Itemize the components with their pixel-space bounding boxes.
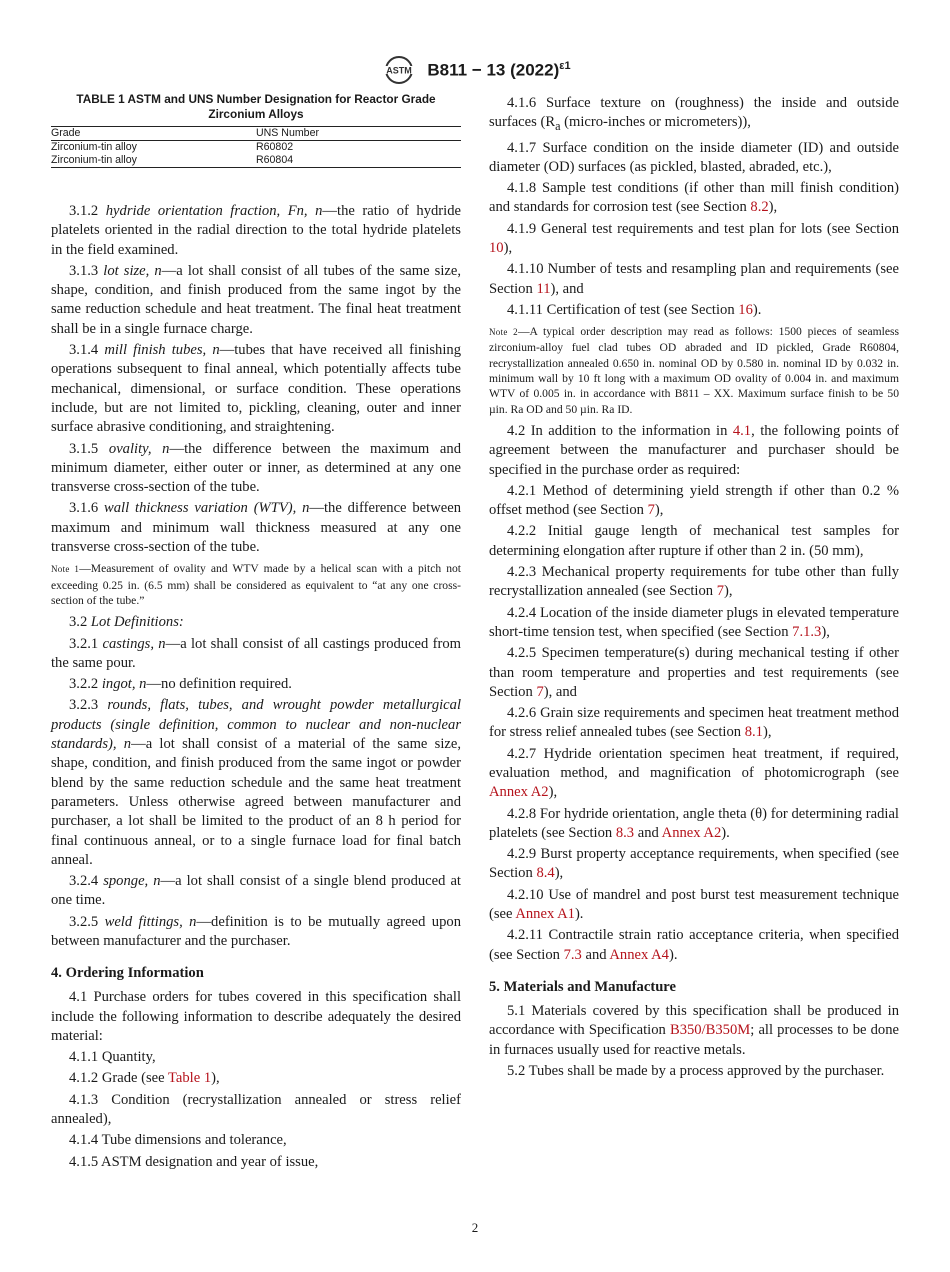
link-b350[interactable]: B350/B350M — [669, 1022, 751, 1039]
para-4-1-11: 4.1.11 Certification of test (see Section 16). — [507, 301, 762, 318]
link-table-1[interactable]: Table 1 — [168, 1070, 212, 1087]
para-4-2-7: 4.2.7 Hydride orientation specimen heat treatment, if required, evaluation method, and magnification of photomicrograph (see Annex A2), — [489, 745, 899, 801]
link-section-8-3[interactable]: 8.3 — [615, 824, 635, 841]
para-3-1-4: 3.1.4 mill finish tubes, n—tubes that have received all finishing operations subsequent to final anneal, which potentially affects tube mechanical, dimensional, or surface condition. These operations include, but are not limited to, pickling, cleaning, outer and inner surface abrasive conditioning, and straightening. — [51, 342, 462, 436]
table-header-uns: UNS Number — [256, 127, 461, 141]
para-4-2-11: 4.2.11 Contractile strain ratio acceptance criteria, when specified (see Section 7.3 and Annex A4). — [489, 927, 899, 963]
link-section-7-3[interactable]: 7.3 — [563, 946, 582, 963]
page-header — [0, 55, 950, 85]
link-annex-a2[interactable]: Annex A2 — [489, 784, 549, 801]
para-4-2: 4.2 In addition to the information in 4.1, the following points of agreement between the manufacturer and purchaser should be specified in the purchase order as required: — [489, 422, 899, 478]
para-4-2-3: 4.2.3 Mechanical property requirements for tube other than fully recrystallization annealed (see Section 7), — [489, 564, 899, 600]
para-4-1-2: 4.1.2 Grade (see Table 1), — [69, 1070, 220, 1087]
para-4-2-2: 4.2.2 Initial gauge length of mechanical test samples for determining elongation after rupture if other than 2 in. (50 mm), — [489, 523, 899, 559]
para-3-2-2: 3.2.2 ingot, n—no definition required. — [69, 676, 292, 693]
link-section-4-1[interactable]: 4.1 — [732, 422, 752, 439]
astm-logo — [379, 55, 419, 85]
para-3-1-5: 3.1.5 ovality, n—the difference between the maximum and minimum diameter, either outer or inner, as determined at any one transverse cross-section of the tube. — [51, 440, 461, 496]
svg-text:ASTM: ASTM — [386, 65, 413, 76]
table-1 — [51, 126, 461, 168]
para-4-2-9: 4.2.9 Burst property acceptance requirements, when specified (see Section 8.4), — [489, 846, 899, 882]
para-4-1-7: 4.1.7 Surface condition on the inside diameter (ID) and outside diameter (OD) surfaces (as pickled, blasted, abraded, etc.), — [489, 139, 899, 175]
table-header-grade: Grade — [51, 127, 256, 141]
para-3-1-6: 3.1.6 wall thickness variation (WTV), n—the difference between maximum and minimum wall thickness measured at any one transverse cross-section of the tube. — [51, 500, 461, 556]
link-section-10[interactable]: 10 — [489, 239, 504, 256]
para-5-1: 5.1 Materials covered by this specification shall be produced in accordance with Specification B350/B350M; all processes to be done in furnaces usually used for reactive metals. — [489, 1002, 899, 1058]
para-4-1-1: 4.1.1 Quantity, — [69, 1049, 156, 1066]
section-5-heading: 5. Materials and Manufacture — [489, 978, 676, 995]
table-1-title: TABLE 1 ASTM and UNS Number Designation for Reactor Grade Zirconium Alloys — [76, 92, 436, 121]
para-4-2-6: 4.2.6 Grain size requirements and specimen heat treatment method for stress relief annealed tubes (see Section 8.1), — [489, 705, 899, 741]
link-section-7[interactable]: 7 — [647, 502, 655, 519]
para-3-1-2: 3.1.2 hydride orientation fraction, Fn, n—the ratio of hydride platelets oriented in the radial direction to the total hydride platelets in the field examined. — [51, 203, 461, 258]
para-4-1-3: 4.1.3 Condition (recrystallization annealed or stress relief annealed), — [51, 1091, 461, 1128]
para-4-1-10: 4.1.10 Number of tests and resampling plan and requirements (see Section 11), and — [489, 261, 899, 297]
note-2: Note 2—A typical order description may read as follows: 1500 pieces of seamless zirconium-alloy fuel clad tubes OD abraded and ID pickled, Grade R60804, recrystallization annealed 0.650 in. nominal OD by 0.580 in. nominal ID by 0.032 in. minimum wall by 10 ft long with a maximum OD ovality of 0.004 in. and maximum WTV of 0.005 in. in accordance with B811 – XX. Maximum surface finish to be 50 µin. Ra OD and 50 µin. Ra ID. — [489, 325, 899, 416]
para-4-1: 4.1 Purchase orders for tubes covered in this specification shall include the following information to describe adequately the desired material: — [51, 989, 461, 1044]
para-4-2-4: 4.2.4 Location of the inside diameter plugs in elevated temperature short-time tension test, when specified (see Section 7.1.3), — [489, 604, 899, 640]
link-section-8-4[interactable]: 8.4 — [536, 865, 555, 882]
para-3-2-3: 3.2.3 rounds, flats, tubes, and wrought powder metallurgical products (single definition, common to nuclear and non-nuclear standards), n—a lot shall consist of a material of the same size, shape, condition, and finish produced from the same ingot or powder blend by the same reduction schedule and the same heat treatment parameters. Unless otherwise agreed between manufacturer and purchaser, a lot shall be limited to the product of an 8 h period for final continuous anneal, or to a single furnace load for final batch anneal. — [51, 697, 461, 868]
link-annex-a1[interactable]: Annex A1 — [515, 906, 575, 923]
para-3-2-1: 3.2.1 castings, n—a lot shall consist of all castings produced from the same pour. — [51, 635, 461, 671]
link-section-7-1-3[interactable]: 7.1.3 — [792, 623, 822, 640]
table-row: Zirconium-tin alloy R60804 — [51, 154, 294, 166]
left-column — [51, 92, 461, 1174]
link-section-11[interactable]: 11 — [536, 280, 551, 297]
link-section-16[interactable]: 16 — [738, 301, 753, 318]
para-4-1-4: 4.1.4 Tube dimensions and tolerance, — [69, 1132, 287, 1149]
link-annex-a2[interactable]: Annex A2 — [661, 824, 722, 841]
para-4-2-8: 4.2.8 For hydride orientation, angle theta (θ) for determining radial platelets (see Section 8.3 and Annex A2). — [489, 805, 899, 841]
para-5-2: 5.2 Tubes shall be made by a process approved by the purchaser. — [507, 1062, 885, 1079]
para-3-2-4: 3.2.4 sponge, n—a lot shall consist of a single blend produced at one time. — [51, 873, 461, 909]
para-4-2-1: 4.2.1 Method of determining yield strength if other than 0.2 % offset method (see Section 7), — [489, 482, 899, 519]
section-4-heading: 4. Ordering Information — [51, 965, 204, 982]
para-4-1-9: 4.1.9 General test requirements and test plan for lots (see Section 10), — [489, 220, 899, 256]
para-3-1-3: 3.1.3 lot size, n—a lot shall consist of all tubes of the same size, shape, condition, and finish produced from the same ingot by the same reduction schedule and heat treatment. The final heat treatment shall be in a single furnace charge. — [51, 262, 461, 337]
document-designation: B811 − 13 $(2022)^{\varepsilon 1}$ — [427, 59, 571, 80]
para-4-2-10: 4.2.10 Use of mandrel and post burst test measurement technique (see Annex A1). — [489, 886, 899, 923]
right-column — [489, 94, 899, 1083]
para-3-2: 3.2 Lot Definitions: — [69, 614, 184, 631]
link-section-8-2[interactable]: 8.2 — [750, 199, 769, 216]
link-section-7[interactable]: 7 — [716, 583, 725, 600]
link-section-7[interactable]: 7 — [536, 683, 544, 700]
para-4-1-8: 4.1.8 Sample test conditions (if other than mill finish condition) and standards for corrosion test (see Section 8.2), — [489, 180, 899, 216]
para-4-1-5: 4.1.5 ASTM designation and year of issue, — [69, 1153, 319, 1170]
table-row: Zirconium-tin alloy R60802 — [51, 141, 294, 153]
para-4-2-5: 4.2.5 Specimen temperature(s) during mechanical testing if other than room temperature and properties and test requirements (see Section 7), and — [489, 645, 899, 700]
note-1: Note 1—Measurement of ovality and WTV made by a helical scan with a pitch not exceeding 0.25 in. (6.5 mm) shall be considered as equivalent to “at any one cross-section of the tube.” — [51, 562, 462, 607]
para-3-2-5: 3.2.5 weld fittings, n—definition is to be mutually agreed upon between manufacturer and the purchaser. — [51, 913, 461, 949]
link-annex-a4[interactable]: Annex A4 — [609, 946, 669, 963]
page-number: 2 — [471, 1220, 479, 1235]
link-section-8-1[interactable]: 8.1 — [744, 724, 763, 741]
para-4-1-6: 4.1.6 Surface texture on (roughness) the inside and outside surfaces ($R_a$ (micro-inches or micrometers)), — [489, 95, 899, 134]
